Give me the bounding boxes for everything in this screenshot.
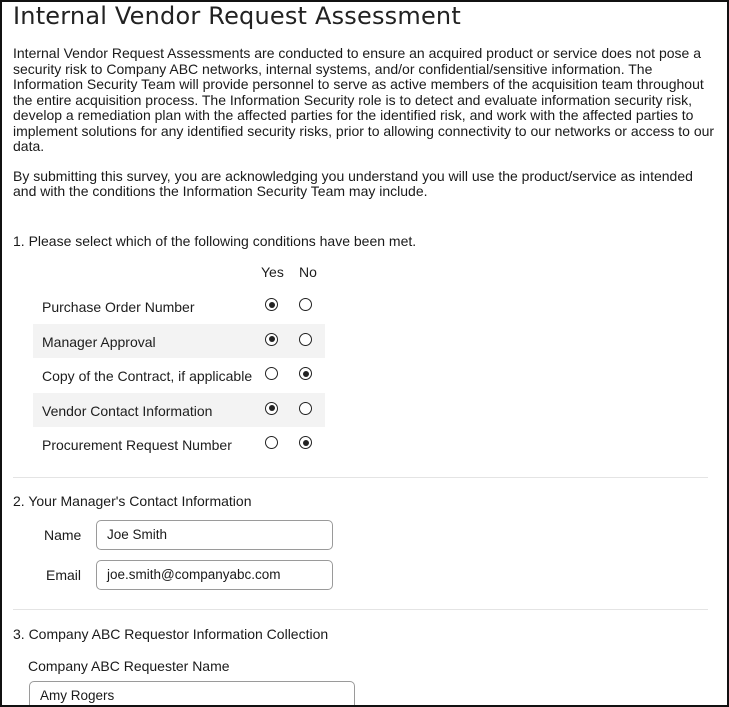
intro-paragraph: Internal Vendor Request Assessments are conducted to ensure an acquired product or service does not pose a security risk to Company ABC networks, internal systems, and/or confidential/sensitive information. The Information Security Team will provide personnel to serve as active members of the acquisition team throughout the entire acquisition process. The Information Security role is to detect and evaluate information security risk, develop a remediation plan with the affected parties for the identified risk, and work with the affected parties to implement solutions for any identified security risks, prior to allowing connectivity to our networks or access to our data. (13, 45, 715, 154)
matrix-row-purchase-order (33, 289, 325, 324)
requester-name-label: Company ABC Requester Name (28, 658, 230, 674)
procurement-request-yes-radio[interactable] (265, 436, 278, 449)
matrix-row-manager-approval (33, 324, 325, 359)
matrix-row-label: Purchase Order Number (42, 299, 195, 315)
question-2-label: 2. Your Manager's Contact Information (13, 493, 252, 509)
manager-approval-yes-radio[interactable] (265, 333, 278, 346)
contract-copy-no-radio[interactable] (299, 367, 312, 380)
matrix-header (33, 259, 325, 289)
contract-copy-yes-radio[interactable] (265, 367, 278, 380)
page-title: Internal Vendor Request Assessment (13, 2, 461, 30)
vendor-contact-no-radio[interactable] (299, 402, 312, 415)
matrix-row-label: Vendor Contact Information (42, 402, 213, 419)
name-label: Name (44, 527, 82, 543)
email-label: Email (46, 567, 82, 583)
requester-name-input[interactable]: Amy Rogers (29, 681, 355, 707)
question-1-label: 1. Please select which of the following conditions have been met. (13, 233, 417, 249)
conditions-matrix (33, 259, 325, 462)
acknowledgement-paragraph: By submitting this survey, you are acknowledging you understand you will use the product/service as intended and with the conditions the Information Security Team may include. (13, 167, 693, 199)
matrix-row-label: Procurement Request Number (42, 437, 232, 453)
matrix-row-contract-copy (33, 358, 325, 393)
manager-email-input[interactable]: joe.smith@companyabc.com (96, 560, 333, 590)
manager-name-input[interactable]: Joe Smith (96, 520, 333, 550)
no-column-header: No (299, 264, 317, 280)
procurement-request-no-radio[interactable] (299, 436, 312, 449)
manager-approval-no-radio[interactable] (299, 333, 312, 346)
matrix-row-procurement-request (33, 427, 325, 462)
section-divider (13, 609, 708, 610)
vendor-contact-yes-radio[interactable] (265, 402, 278, 415)
matrix-row-label: Copy of the Contract, if applicable (42, 368, 253, 384)
question-3-label: 3. Company ABC Requestor Information Collection (13, 626, 329, 642)
yes-column-header: Yes (261, 264, 284, 280)
purchase-order-no-radio[interactable] (299, 298, 312, 311)
section-divider (13, 477, 708, 478)
intro-text (13, 46, 715, 214)
purchase-order-yes-radio[interactable] (265, 298, 278, 311)
matrix-row-label: Manager Approval (42, 333, 156, 350)
matrix-row-vendor-contact (33, 393, 325, 428)
